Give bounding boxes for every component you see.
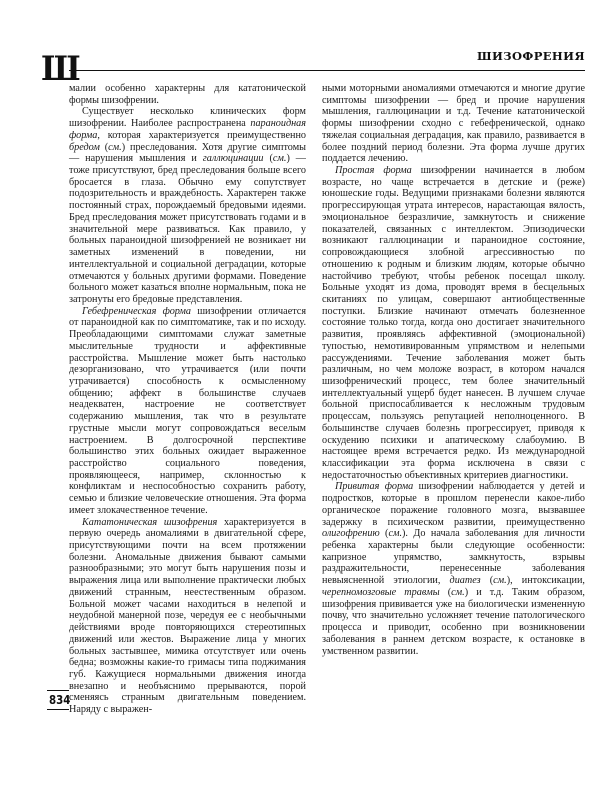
italic-term: см. bbox=[272, 153, 287, 165]
italic-term: Кататоническая шизофрения bbox=[82, 516, 218, 528]
italic-term: Простая форма bbox=[335, 165, 412, 177]
italic-term: см. bbox=[493, 575, 507, 587]
paragraph bbox=[69, 83, 306, 106]
text-run: шизофрении наблюдается у детей и подростков, которые в прошлом перенесли какое-либо органическое поражение головного мозга, вызвавшее задержку в психическом развитии, преимущественно bbox=[322, 481, 585, 528]
italic-term: Привитая форма bbox=[335, 481, 414, 493]
paragraph bbox=[322, 481, 585, 657]
italic-term: галлюцинации bbox=[202, 153, 264, 165]
text-run: ( bbox=[480, 575, 494, 587]
italic-term: см. bbox=[451, 586, 465, 598]
paragraph bbox=[69, 106, 306, 305]
italic-term: см. bbox=[108, 141, 122, 153]
text-run: характеризуется в первую очередь аномалиями в двигательной сфере, присутствующими почти на всем протяжении болезни. Аномальные движения бывают самыми разнообразными; это могут быть нарушения позы и выражения лица или выполнение практически любых движений странным, неестественным образом. Больной может часами находиться в нелепой и неудобной манерной позе, чередуя ее с необычными действиями вроде повторяющихся стереотипных движений или жестов. Выражение лица у многих больных застывшее, мимика отсутствует или очень бедна; возможны какие-то гримасы типа поджимания губ. Кажущиеся нормальными движения иногда внезапно и необъяснимо прерываются, порой сменяясь странным двигательным поведением. Наряду с выражен- bbox=[69, 516, 306, 716]
text-run: малии особенно характерны для кататонической формы шизофрении. bbox=[69, 83, 306, 106]
text-run: ( bbox=[439, 586, 452, 598]
page-number-rule-bottom bbox=[47, 709, 69, 710]
italic-term: черепномозговые травмы bbox=[322, 586, 440, 598]
italic-term: диатез bbox=[449, 575, 481, 587]
paragraph bbox=[69, 306, 306, 517]
italic-term: бредом bbox=[69, 141, 100, 153]
text-run: шизофрении отличается от параноидной как по симптоматике, так и по исходу. Преобладающими симптомами служат заметные мыслительные трудности и аффективные расстройства. Мышление может быть настолько дезорганизовано, что утрачивается (или почти утрачивается) способность к осмысленному общению; аффект в большинстве случаев неадекватен, настроение не соответствует содержанию мышления, так что в результате грустные мысли могут сопровождаться веселым настроением. В долгосрочной перспективе большинство этих больных ожидает выраженное расстройство социального поведения, проявляющееся, например, склонностью к конфликтам и неспособностью сохранить работу, семью и близкие человеческие отношения. Эта форма имеет злокачественное течение. bbox=[69, 305, 307, 516]
page-number: 834 bbox=[48, 692, 71, 707]
section-letter: Ш bbox=[41, 49, 81, 89]
italic-term: Гебефреническая форма bbox=[82, 305, 191, 317]
running-title: ШИЗОФРЕНИЯ bbox=[477, 49, 585, 63]
text-run: ( bbox=[379, 528, 389, 540]
paragraph bbox=[322, 165, 585, 481]
paragraph bbox=[322, 83, 585, 165]
left-column bbox=[69, 83, 306, 716]
header-rule bbox=[69, 70, 585, 71]
text-run: ). До начала заболевания для личности ребенка характерны были следующие особенности: капризное упрямство, замкнутость, взрывы раздражительности, перенесенные заболевания невыясненной этиологии, bbox=[322, 528, 585, 587]
text-run: ) — тоже присутствуют, бред преследования больше всего бросается в глаза. Обычно ему сопутствует подозрительность и враждебность. Характерен также постоянный страх, порождаемый бредовыми идеями. Бред преследования может присутствовать годами и в значительной мере развиваться. Как правило, у больных параноидной шизофренией не возникает ни заметных изменений в поведении, ни интеллектуальной и социальной деградации, которые отмечаются у больных другими формами. Поведение больного может казаться вполне нормальным, пока не затронуты его бредовые представления. bbox=[69, 153, 306, 305]
page-number-block bbox=[47, 690, 69, 710]
right-column bbox=[322, 83, 585, 657]
text-run: ( bbox=[99, 141, 109, 153]
text-run: ), интоксикации, bbox=[506, 575, 585, 587]
text-run: ) и т.д. Таким образом, шизофрения прививается уже на биологически измененную почву, что значительно усложняет течение патологического процесса и приводит, особенно при возникновении заболевания в раннем детском возрасте, к остановке в умственном развитии. bbox=[322, 586, 585, 657]
text-run: ( bbox=[263, 153, 273, 165]
text-run: ными моторными аномалиями отмечаются и многие другие симптомы шизофрении — бред и прочие нарушения мышления, галлюцинации и т.д. Течение кататонической формы шизофрении сходно с гебефренической, однако тяжелая социальная деградация, как правило, развивается в более поздний период болезни. Эта форма лучше других поддается лечению. bbox=[322, 83, 585, 165]
italic-term: параноидная форма bbox=[69, 118, 306, 141]
italic-term: олигофрению bbox=[322, 528, 380, 540]
italic-term: см. bbox=[388, 528, 403, 540]
text-run: ) преследования. Хотя другие симптомы — нарушения мышления и bbox=[69, 141, 306, 165]
text-run: шизофрении начинается в любом возрасте, но чаще встречается в детские и (реже) юношеские годы. Ведущими признаками болезни являются прогрессирующая утрата интересов, нарастающая вялость, эмоциональное безразличие, замкнутость и снижение показателей, связанных с интеллектом. Эпизодически возникают галлюцинации и параноидное состояние, сопровождающиеся злобной агрессивностью по отношению к родным и близким людям, которые обычно настойчиво требуют, чтобы ребенок посещал школу. Больные уходят из дома, проводят время в бесцельных скитаниях по улицам, совершают антиобщественные поступки. Близкие начинают отмечать болезненное состояние только тогда, когда оно достигает значительного развития, проявляясь аффективной (эмоциональной) тупостью, немотивированным упрямством и нелепыми рассуждениями. Течение заболевания может быть различным, но чем моложе возраст, в котором начался шизофренический процесс, тем более значительный интеллектуальный ущерб будет нанесен. В лучшем случае больной приспосабливается к несложным трудовым процессам, пользуясь репутацией неполноценного. В большинстве случаев болезнь прогрессирует, приводя к оскудению психики и апатическому слабоумию. В настоящее время встречается редко. Из международной классификации эта форма исключена в связи с недостаточностью объективных критериев диагностики. bbox=[322, 165, 585, 481]
paragraph bbox=[69, 517, 306, 716]
text-run: , которая характеризуется преимущественно bbox=[97, 129, 306, 141]
text-run: Существует несколько клинических форм шизофрении. Наиболее распространена bbox=[69, 106, 306, 130]
